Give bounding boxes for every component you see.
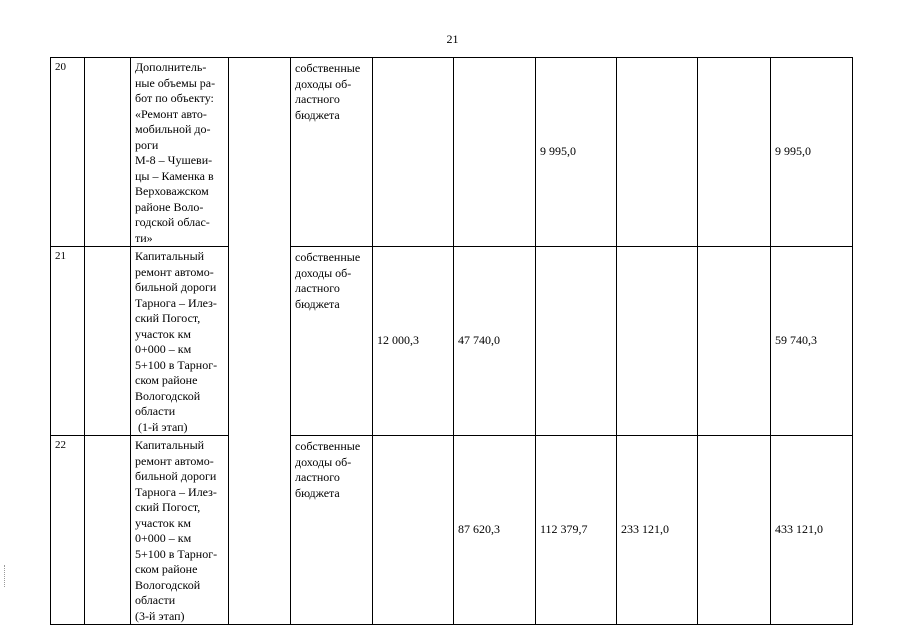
value-cell: 87 620,3 [454,436,536,625]
name-line: (3-й этап) [135,608,185,623]
page-number: 21 [446,32,459,46]
name-line: мобильной до- [135,122,211,136]
value-cell [373,58,454,247]
name-line: области [135,404,176,418]
name-line: Вологодской [135,388,201,403]
name-line: годской облас- [135,215,210,229]
name-line: роги [135,137,159,152]
source-line: доходы об- [295,454,352,469]
value-cell [617,247,698,436]
source-line: доходы об- [295,76,352,91]
name-line: районе Воло- [135,199,204,214]
name-line: бильной дороги [135,280,217,294]
merged-empty-cell [229,58,291,625]
value-cell: 112 379,7 [536,436,617,625]
value-cell: 47 740,0 [454,247,536,436]
name-line: Верховажском [135,184,209,198]
total-cell: 9 995,0 [771,58,853,247]
name-line: ремонт автомо- [135,453,214,468]
name-line: бильной дороги [135,469,217,483]
name-line: Вологодской [135,577,201,592]
row-number: 21 [51,247,85,436]
table-row [51,436,853,625]
name-line: М-8 – Чушеви- [135,153,213,167]
budget-table [50,57,853,625]
object-name-cell [131,247,229,436]
name-line: 0+000 – км [135,342,192,356]
name-line: ском районе [135,562,198,576]
margin-mark [4,565,7,587]
source-line: бюджета [295,485,340,500]
name-line: области [135,593,176,607]
name-line: Тарнога – Илез- [135,295,217,310]
funding-source-cell [291,247,373,436]
name-line: «Ремонт авто- [135,106,207,121]
empty-cell [85,436,131,625]
value-cell [698,247,771,436]
value-cell: 12 000,3 [373,247,454,436]
value-cell: 233 121,0 [617,436,698,625]
empty-cell [85,58,131,247]
name-line: участок км [135,326,192,341]
source-line: ластного [295,92,340,106]
table-row [51,247,853,436]
funding-source-cell [291,58,373,247]
source-line: собственные [295,250,361,264]
empty-cell [85,247,131,436]
funding-source-cell [291,436,373,625]
name-line: ский Погост, [135,311,201,325]
name-line: ремонт автомо- [135,264,214,279]
value-cell [536,247,617,436]
object-name-cell [131,436,229,625]
source-line: ластного [295,470,340,484]
name-line: бот по объекту: [135,91,214,105]
value-cell [617,58,698,247]
value-cell [454,58,536,247]
total-cell: 433 121,0 [771,436,853,625]
value-cell [698,436,771,625]
name-line: 0+000 – км [135,531,192,545]
source-line: собственные [295,61,361,75]
name-line: (1-й этап) [135,419,188,434]
source-line: бюджета [295,107,340,122]
name-line: ский Погост, [135,500,201,514]
name-line: Дополнитель- [135,60,207,74]
total-cell: 59 740,3 [771,247,853,436]
value-cell: 9 995,0 [536,58,617,247]
name-line: ском районе [135,373,198,387]
row-number: 22 [51,436,85,625]
name-line: 5+100 в Тарног- [135,357,218,372]
name-line: Капитальный [135,438,205,452]
name-line: ные объемы ра- [135,75,216,90]
row-number: 20 [51,58,85,247]
name-line: 5+100 в Тарног- [135,546,218,561]
name-line: ти» [135,230,153,245]
name-line: Капитальный [135,249,205,263]
source-line: доходы об- [295,265,352,280]
name-line: участок км [135,515,192,530]
source-line: ластного [295,281,340,295]
value-cell [698,58,771,247]
name-line: цы – Каменка в [135,168,214,183]
source-line: собственные [295,439,361,453]
name-line: Тарнога – Илез- [135,484,217,499]
value-cell [373,436,454,625]
table-row [51,58,853,247]
object-name-cell [131,58,229,247]
source-line: бюджета [295,296,340,311]
